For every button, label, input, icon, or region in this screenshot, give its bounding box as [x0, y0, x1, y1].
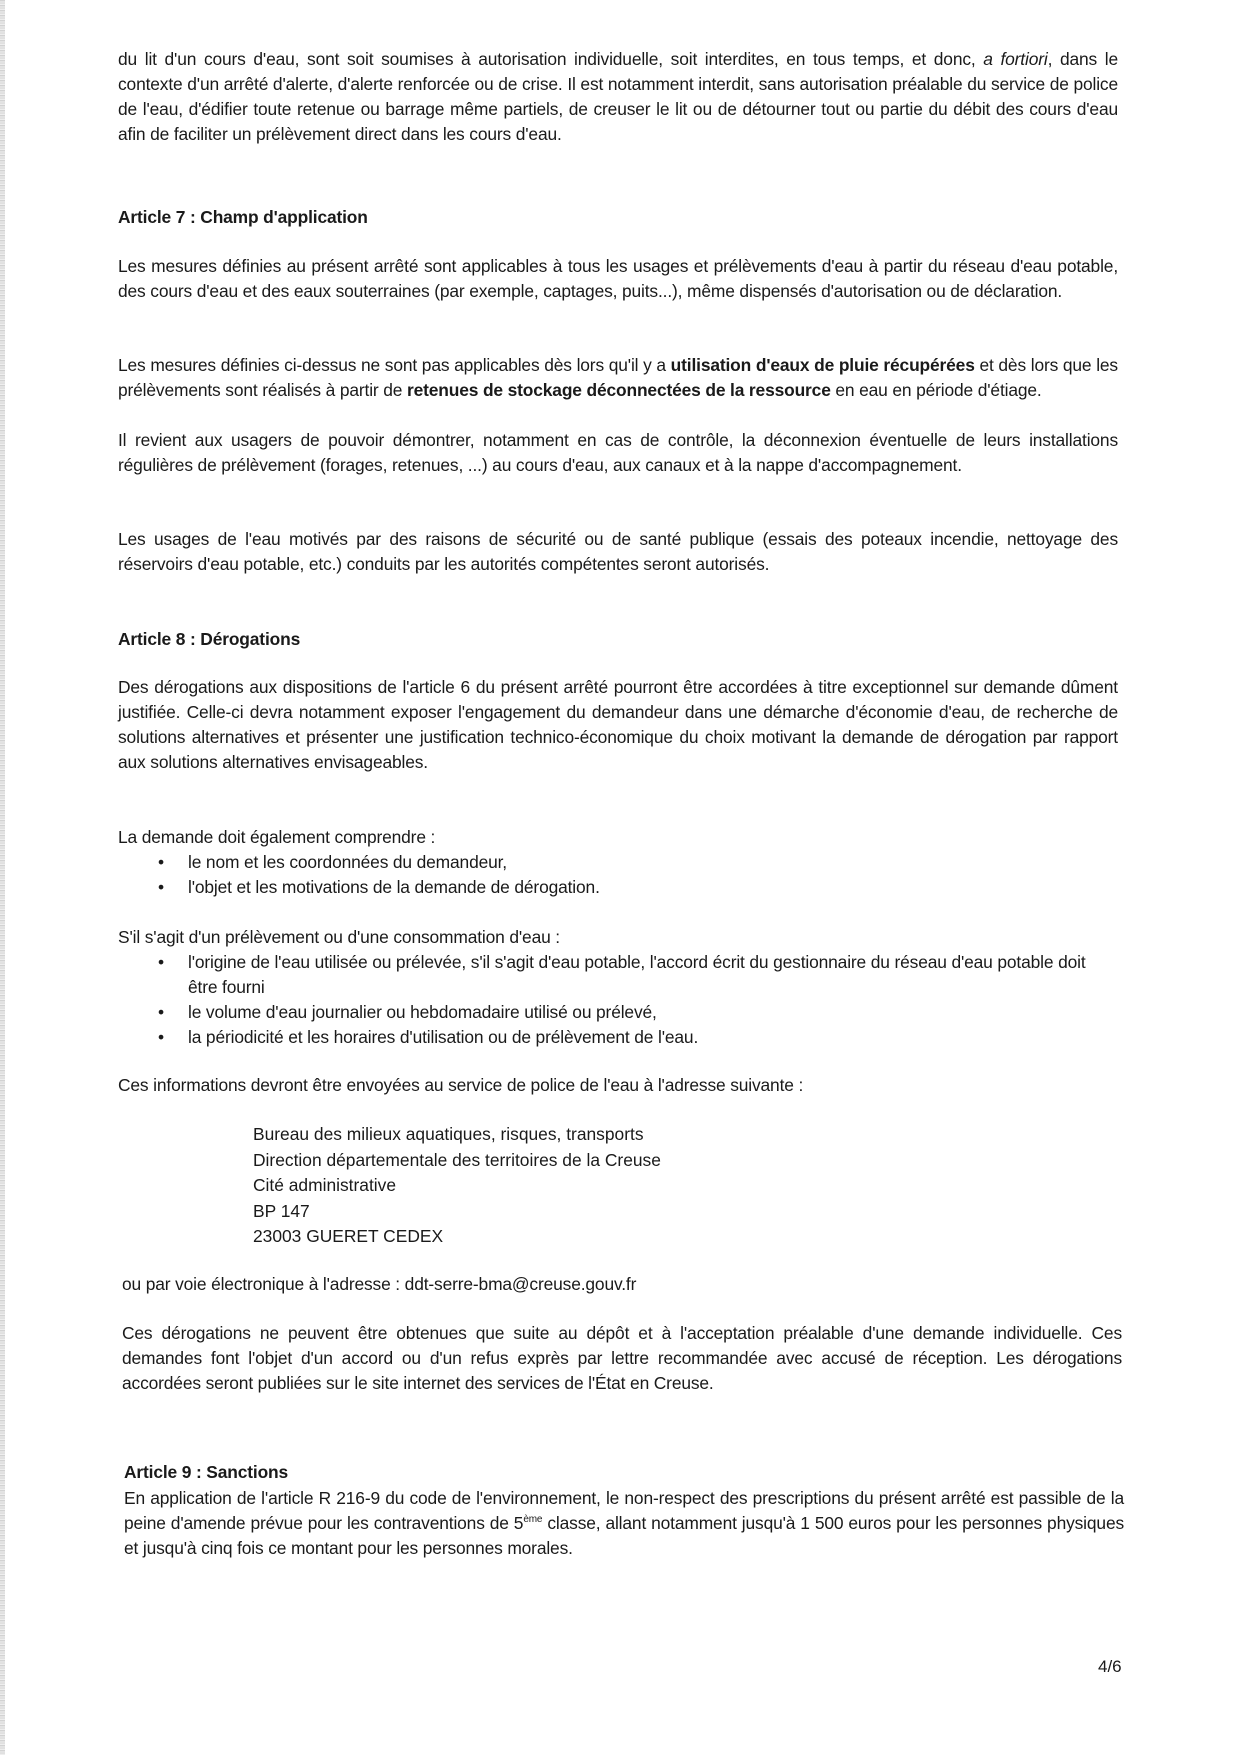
sanctions-text-2: classe, allant notamment jusqu'à 1 500 euros pour les personnes physiques et jusqu'à cinq fois ce montant pour les personnes morales.	[124, 1513, 1125, 1558]
article-9-paragraph	[124, 1486, 1124, 1561]
address-line: BP 147	[253, 1200, 310, 1221]
address-intro: Ces informations devront être envoyées au service de police de l'eau à l'adresse suivante :	[118, 1075, 804, 1095]
p2-text-2: et dès lors que les prélèvements sont réalisés à partir de	[118, 355, 1118, 400]
article-8-list-2	[118, 925, 1118, 1050]
article-7-paragraph-2	[118, 353, 1118, 403]
list-1-intro: La demande doit également comprendre :	[118, 827, 436, 847]
intro-italic: a fortiori	[983, 49, 1048, 69]
superscript-eme: ème	[523, 1514, 543, 1526]
article-8-list-1	[118, 825, 1118, 900]
list-item: • la périodicité et les horaires d'utilisation ou de prélèvement de l'eau.	[118, 1025, 1108, 1050]
p2-bold-1: utilisation d'eaux de pluie récupérées	[670, 355, 975, 375]
address-line: 23003 GUERET CEDEX	[253, 1226, 444, 1246]
article-7-heading: Article 7 : Champ d'application	[118, 207, 368, 227]
intro-text-2: , dans le contexte d'un arrêté d'alerte, d'alerte renforcée ou de crise. Il est notamment interdit, sans autorisation préalable du service de police de l'eau, d'édifier toute retenue ou barrage même partiels, de creuser le lit ou de détourner tout ou partie du débit des cours d'eau afin de faciliter un prélèvement direct dans les cours d'eau.	[118, 49, 1118, 144]
article-9-heading: Article 9 : Sanctions	[124, 1462, 289, 1482]
p2-text-3: en eau en période d'étiage.	[830, 380, 1042, 400]
email-intro: ou par voie électronique à l'adresse :	[122, 1274, 405, 1294]
postal-address	[253, 1122, 661, 1250]
list-item: • le volume d'eau journalier ou hebdomadaire utilisé ou prélevé,	[118, 1000, 1108, 1025]
list-item: • le nom et les coordonnées du demandeur,	[118, 850, 1118, 875]
page-number: 4/6	[1098, 1657, 1122, 1676]
intro-text-1: du lit d'un cours d'eau, sont soit soumises à autorisation individuelle, soit interdites, en tous temps, et donc,	[118, 49, 984, 69]
list-item: • l'objet et les motivations de la demande de dérogation.	[118, 875, 1118, 900]
address-line: Cité administrative	[253, 1175, 397, 1195]
p2-text-1: Les mesures définies ci-dessus ne sont pas applicables dès lors qu'il y a	[118, 355, 671, 375]
list-item: • l'origine de l'eau utilisée ou prélevée, s'il s'agit d'eau potable, l'accord écrit du gestionnaire du réseau d'eau potable doit être fourni	[118, 950, 1108, 1000]
article-8-final-paragraph: Ces dérogations ne peuvent être obtenues que suite au dépôt et à l'acceptation préalable d'une demande individuelle. Ces demandes font l'objet d'un accord ou d'un refus exprès par lettre recommandée avec accusé de réception. Les dérogations accordées seront publiées sur le site internet des services de l'État en Creuse.	[122, 1323, 1122, 1393]
article-7-paragraph-3: Il revient aux usagers de pouvoir démontrer, notamment en cas de contrôle, la déconnexion éventuelle de leurs installations régulières de prélèvement (forages, retenues, ...) au cours d'eau, aux canaux et à la nappe d'accompagnement.	[118, 430, 1118, 475]
address-line: Direction départementale des territoires de la Creuse	[253, 1149, 661, 1170]
article-8-paragraph-1: Des dérogations aux dispositions de l'article 6 du présent arrêté pourront être accordées à titre exceptionnel sur demande dûment justifiée. Celle-ci devra notamment exposer l'engagement du demandeur dans une démarche d'économie d'eau, de recherche de solutions alternatives et présenter une justification technico-économique du choix motivant la demande de dérogation par rapport aux solutions alternatives envisageables.	[118, 677, 1118, 772]
list-2-intro: S'il s'agit d'un prélèvement ou d'une consommation d'eau :	[118, 927, 560, 947]
p2-bold-2: retenues de stockage déconnectées de la ressource	[406, 380, 831, 400]
email-line	[122, 1272, 1122, 1297]
email-address[interactable]: ddt-serre-bma@creuse.gouv.fr	[404, 1274, 637, 1294]
article-8-heading: Article 8 : Dérogations	[118, 629, 301, 649]
article-7-paragraph-1: Les mesures définies au présent arrêté sont applicables à tous les usages et prélèvements d'eau à partir du réseau d'eau potable, des cours d'eau et des eaux souterraines (par exemple, captages, puits...), même dispensés d'autorisation ou de déclaration.	[118, 256, 1118, 301]
intro-paragraph	[118, 47, 1118, 147]
article-7-paragraph-4: Les usages de l'eau motivés par des raisons de sécurité ou de santé publique (essais des poteaux incendie, nettoyage des réservoirs d'eau potable, etc.) conduits par les autorités compétentes seront autorisés.	[118, 529, 1118, 574]
address-line: Bureau des milieux aquatiques, risques, transports	[253, 1124, 644, 1144]
sanctions-text-1: En application de l'article R 216-9 du code de l'environnement, le non-respect des prescriptions du présent arrêté est passible de la peine d'amende prévue pour les contraventions de 5	[124, 1488, 1124, 1533]
